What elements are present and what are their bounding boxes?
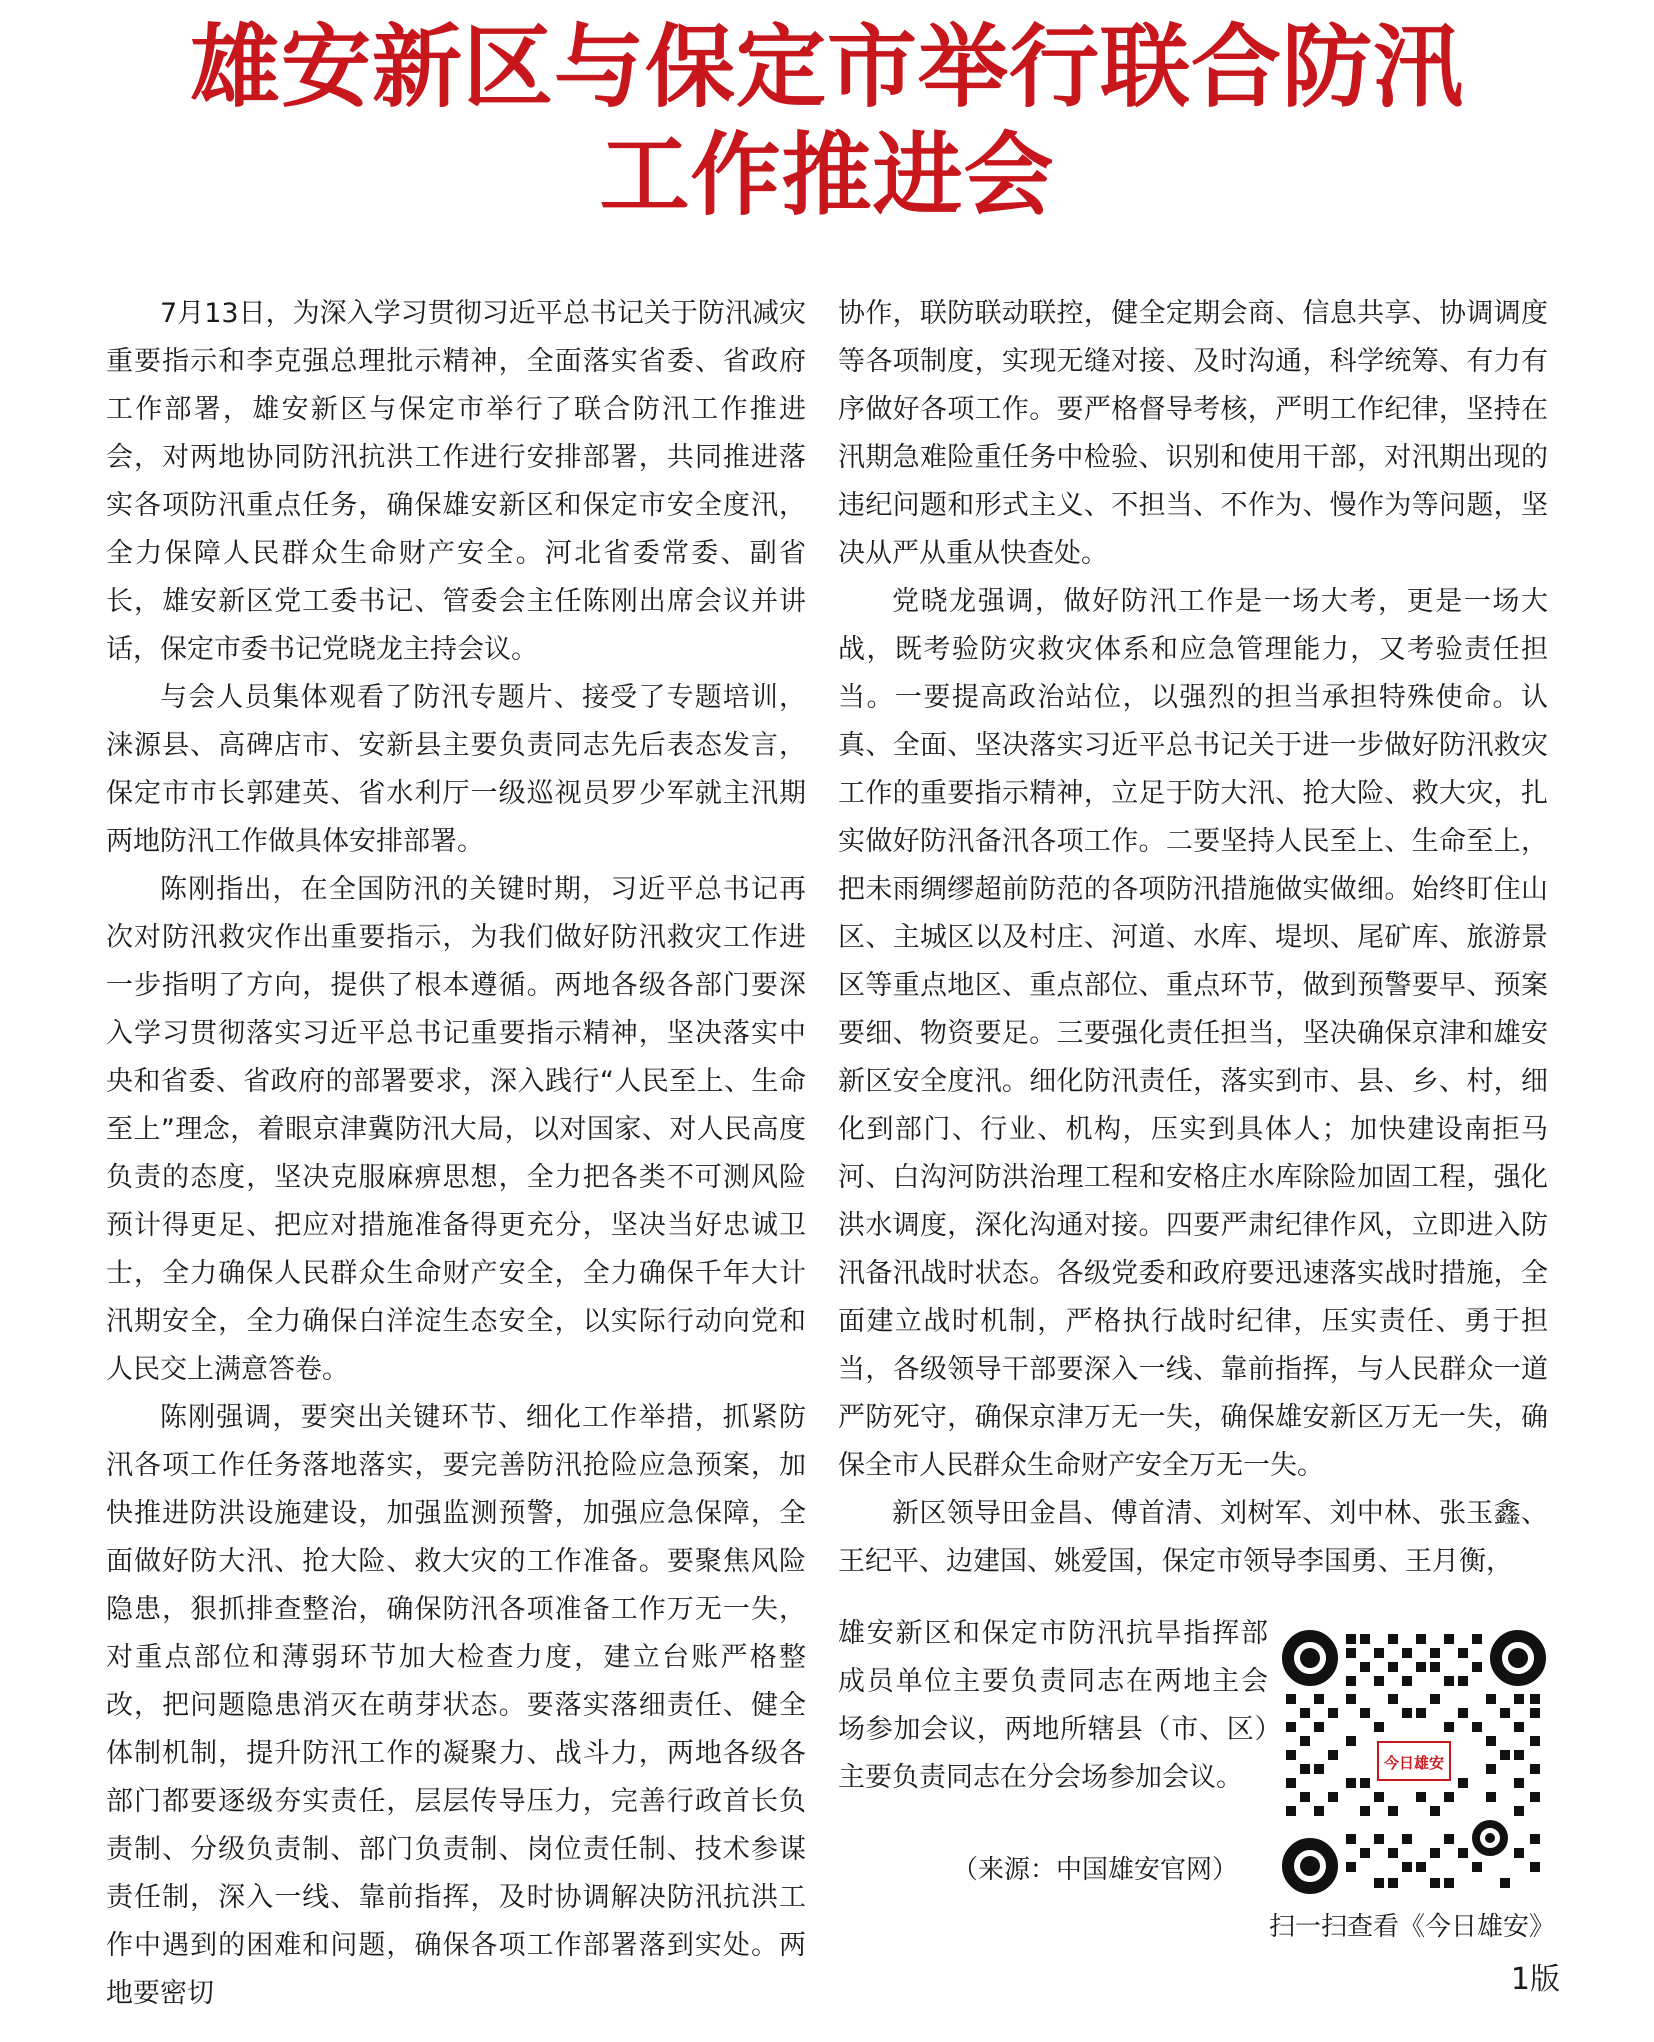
source-credit: （来源：中国雄安官网） xyxy=(951,1855,1238,1885)
wrapped-text-block xyxy=(838,1610,1268,1802)
headline xyxy=(0,14,1654,230)
paragraph-attendees: 与会人员集体观看了防汛专题片、接受了专题培训，涞源县、高碑店市、安新县主要负责同志先后表态发言，保定市市长郭建英、省水利厅一级巡视员罗少军就主汛期两地防汛工作做具体安排部署。 xyxy=(106,682,806,857)
paragraph-participants: 新区领导田金昌、傅首清、刘树军、刘中林、张玉鑫、王纪平、边建国、姚爱国，保定市领导李国勇、王月衡， xyxy=(838,1498,1548,1577)
paragraph-dang-xiaolong: 党晓龙强调，做好防汛工作是一场大考，更是一场大战，既考验防灾救灾体系和应急管理能力，又考验责任担当。一要提高政治站位，以强烈的担当承担特殊使命。认真、全面、坚决落实习近平总书记关于进一步做好防汛救灾工作的重要指示精神，立足于防大汛、抢大险、救大灾，扎实做好防汛备汛各项工作。二要坚持人民至上、生命至上，把未雨绸缪超前防范的各项防汛措施做实做细。始终盯住山区、主城区以及村庄、河道、水库、堤坝、尾矿库、旅游景区等重点地区、重点部位、重点环节，做到预警要早、预案要细、物资要足。三要强化责任担当，坚决确保京津和雄安新区安全度汛。细化防汛责任，落实到市、县、乡、村，细化到部门、行业、机构，压实到具体人；加快建设南拒马河、白沟河防洪治理工程和安格庄水库除险加固工程，强化洪水调度，深化沟通对接。四要严肃纪律作风，立即进入防汛备汛战时状态。各级党委和政府要迅速落实战时措施，全面建立战时机制，严格执行战时纪律，压实责任、勇于担当，各级领导干部要深入一线、靠前指挥，与人民群众一道严防死守，确保京津万无一失，确保雄安新区万无一失，确保全市人民群众生命财产安全万无一失。 xyxy=(838,586,1548,1481)
page-number: 1版 xyxy=(1510,1962,1560,1997)
qr-center-logo-text: 今日雄安 xyxy=(1383,1754,1445,1772)
qr-code-graphic xyxy=(1280,1628,1548,1896)
qr-caption: 扫一扫查看《今日雄安》 xyxy=(1268,1912,1555,1942)
qr-code[interactable] xyxy=(1280,1628,1548,1896)
headline-line-1: 雄安新区与保定市举行联合防汛 xyxy=(190,15,1464,120)
paragraph-opening: 7月13日，为深入学习贯彻习近平总书记关于防汛减灾重要指示和李克强总理批示精神，全面落实省委、省政府工作部署，雄安新区与保定市举行了联合防汛工作推进会，对两地协同防汛抗洪工作进行安排部署，共同推进落实各项防汛重点任务，确保雄安新区和保定市安全度汛，全力保障人民群众生命财产安全。河北省委常委、副省长，雄安新区党工委书记、管委会主任陈刚出席会议并讲话，保定市委书记党晓龙主持会议。 xyxy=(106,298,806,665)
paragraph-chen-gang-emphasis: 陈刚强调，要突出关键环节、细化工作举措，抓紧防汛各项工作任务落地落实，要完善防汛抢险应急预案，加快推进防洪设施建设，加强监测预警，加强应急保障，全面做好防大汛、抢大险、救大灾的工作准备。要聚焦风险隐患，狠抓排查整治，确保防汛各项准备工作万无一失，对重点部位和薄弱环节加大检查力度，建立台账严格整改，把问题隐患消灭在萌芽状态。要落实落细责任、健全体制机制，提升防汛工作的凝聚力、战斗力，两地各级各部门都要逐级夯实责任，层层传导压力，完善行政首长负责制、分级负责制、部门负责制、岗位责任制、技术参谋责任制，深入一线、靠前指挥，及时协调解决防汛抗洪工作中遇到的困难和问题，确保各项工作部署落到实处。两地要密切 xyxy=(106,1402,806,2009)
paragraph-chen-gang-points: 陈刚指出，在全国防汛的关键时期，习近平总书记再次对防汛救灾作出重要指示，为我们做好防汛救灾工作进一步指明了方向，提供了根本遵循。两地各级各部门要深入学习贯彻落实习近平总书记重要指示精神，坚决落实中央和省委、省政府的部署要求，深入践行“人民至上、生命至上”理念，着眼京津冀防汛大局，以对国家、对人民高度负责的态度，坚决克服麻痹思想，全力把各类不可测风险预计得更足、把应对措施准备得更充分，坚决当好忠诚卫士，全力确保人民群众生命财产安全，全力确保千年大计汛期安全，全力确保白洋淀生态安全，以实际行动向党和人民交上满意答卷。 xyxy=(106,874,806,1385)
left-column xyxy=(106,290,806,2018)
paragraph-participants-continued: 雄安新区和保定市防汛抗旱指挥部成员单位主要负责同志在两地主会场参加会议，两地所辖县（市、区）主要负责同志在分会场参加会议。 xyxy=(838,1618,1268,1793)
paragraph-continued: 协作，联防联动联控，健全定期会商、信息共享、协调调度等各项制度，实现无缝对接、及时沟通，科学统筹、有力有序做好各项工作。要严格督导考核，严明工作纪律，坚持在汛期急难险重任务中检验、识别和使用干部，对汛期出现的违纪问题和形式主义、不担当、不作为、慢作为等问题，坚决从严从重从快查处。 xyxy=(838,298,1548,569)
headline-line-2: 工作推进会 xyxy=(599,123,1055,228)
right-column xyxy=(838,290,1548,1586)
